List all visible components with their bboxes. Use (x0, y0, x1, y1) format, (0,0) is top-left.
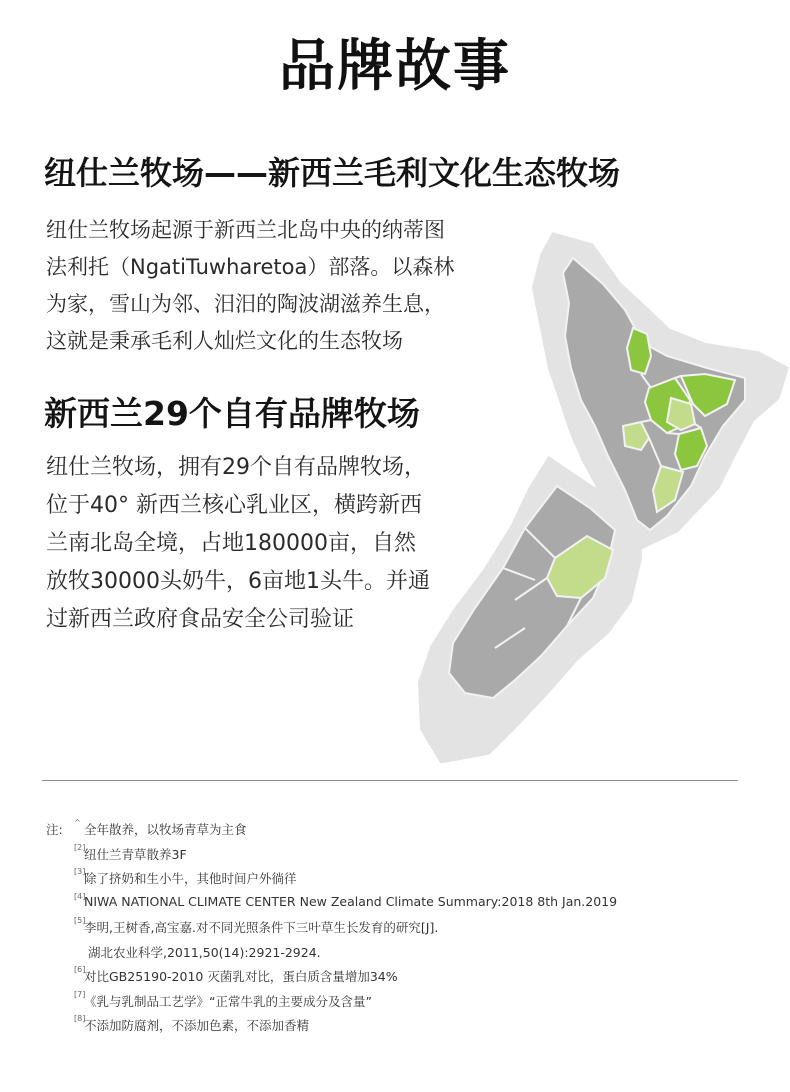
page-title: 品牌故事 (279, 34, 511, 99)
new-zealand-map-icon (405, 228, 790, 763)
paragraph-line: 放牧30000头奶牛，6亩地1头牛。并通 (46, 569, 430, 594)
section-heading-eco-ranch: 纽仕兰牧场——新西兰毛利文化生态牧场 (44, 154, 621, 192)
footnote-label: 注: (46, 822, 63, 837)
footnote-text: 除了挤奶和生小牛，其他时间户外徜徉 (84, 871, 297, 886)
footnote-text: 全年散养，以牧场青草为主食 (84, 822, 247, 837)
footnote-text: 对比GB25190-2010 灭菌乳对比，蛋白质含量增加34% (84, 969, 398, 984)
paragraph-line: 法利托（NgatiTuwharetoa）部落。以森林 (46, 255, 455, 279)
footnote-mark: [5] (74, 916, 86, 925)
footnote-text: NIWA NATIONAL CLIMATE CENTER New Zealand Climate Summary:2018 8th Jan.2019 (84, 893, 618, 909)
paragraph-line: 这就是秉承毛利人灿烂文化的生态牧场 (46, 329, 403, 353)
footnote-text: 李明,王树香,高宝嘉.对不同光照条件下三叶草生长发育的研究[J]. (84, 920, 439, 935)
footnote-mark: [7] (74, 989, 86, 999)
footnote-mark: [4] (74, 891, 86, 901)
paragraph-line: 纽仕兰牧场起源于新西兰北岛中央的纳蒂图 (46, 218, 445, 242)
footnote-mark: [2] (74, 842, 86, 852)
section-heading-29-ranches: 新西兰29个自有品牌牧场 (44, 394, 420, 433)
divider (42, 780, 738, 781)
paragraph-line: 位于40° 新西兰核心乳业区，横跨新西 (46, 493, 422, 518)
eco-ranch-paragraph (46, 212, 454, 360)
footnote-mark: [3] (74, 867, 86, 876)
footnote-text: 不添加防腐剂，不添加色素，不添加香精 (84, 1018, 310, 1033)
footnote-text: 湖北农业科学,2011,50(14):2921-2924. (88, 944, 321, 960)
footnote-text: 纽仕兰青草散养3F (84, 846, 187, 862)
footnote-text: 《乳与乳制品工艺学》“正常牛乳的主要成分及含量” (84, 993, 372, 1009)
farm-region-northland (627, 328, 651, 374)
footnote-mark: [8] (74, 1014, 86, 1023)
paragraph-line: 过新西兰政府食品安全公司验证 (46, 607, 355, 632)
paragraph-line: 为家，雪山为邻、汨汨的陶波湖滋养生息， (46, 292, 445, 316)
ranches-paragraph (46, 449, 430, 639)
paragraph-line: 兰南北岛全境，占地180000亩，自然 (46, 531, 416, 556)
footnote-mark: [6] (74, 965, 86, 974)
footnote-mark: ^ (74, 818, 81, 827)
paragraph-line: 纽仕兰牧场，拥有29个自有品牌牧场， (46, 455, 426, 480)
